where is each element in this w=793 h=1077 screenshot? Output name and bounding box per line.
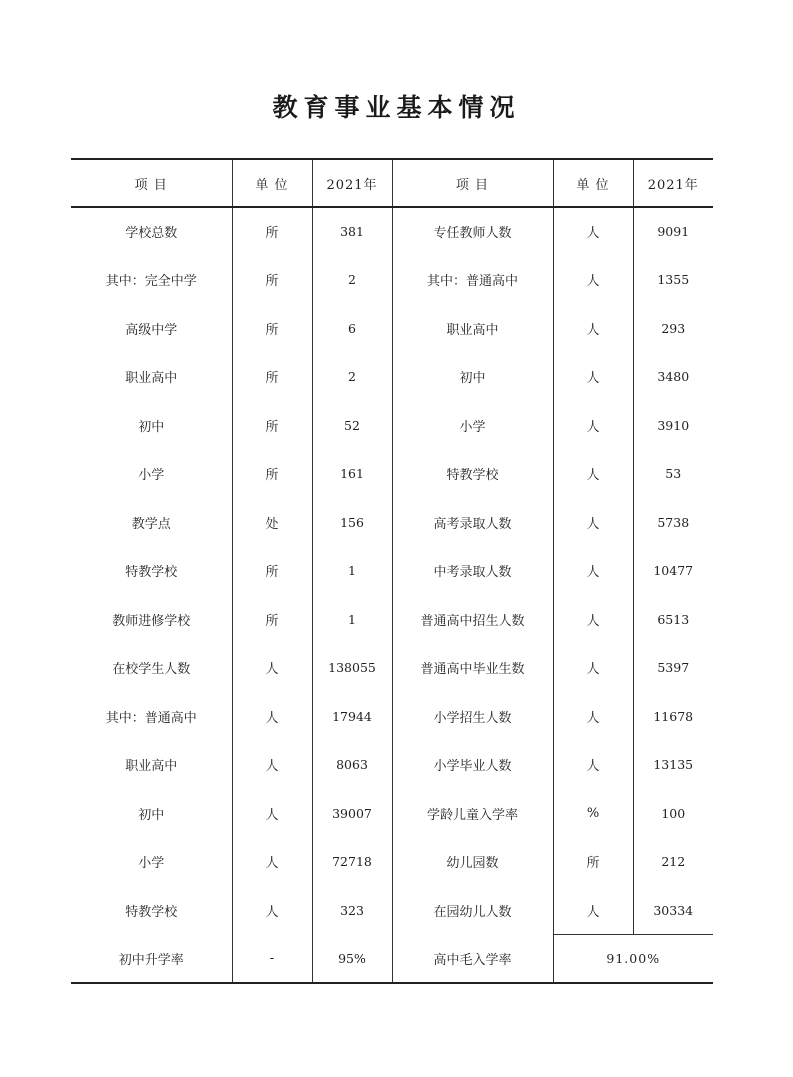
cell-unit-right: 所 xyxy=(553,838,633,887)
cell-unit-left: 人 xyxy=(232,886,312,935)
cell-item-left: 小学 xyxy=(138,856,165,872)
cell-value-right: 10477 xyxy=(633,547,713,596)
cell-value-left: 52 xyxy=(312,401,392,450)
cell-value-left: 138055 xyxy=(312,644,392,693)
cell-item-right: 幼儿园数 xyxy=(392,838,553,887)
header-item-left: 项 目 xyxy=(71,159,232,207)
cell-value-right: 53 xyxy=(633,450,713,499)
header-unit-right: 单 位 xyxy=(553,159,633,207)
table-row xyxy=(71,304,713,353)
cell-value-left: 8063 xyxy=(312,741,392,790)
cell-item-right: 小学招生人数 xyxy=(392,692,553,741)
table-header-row xyxy=(71,159,713,207)
cell-value-right: 6513 xyxy=(633,595,713,644)
cell-item-left: 在校学生人数 xyxy=(112,662,191,678)
cell-unit-left: - xyxy=(232,935,312,984)
cell-unit-right: 人 xyxy=(553,401,633,450)
cell-item-left: 特教学校 xyxy=(125,565,178,581)
cell-unit-left: 所 xyxy=(232,353,312,402)
cell-unit-right: 人 xyxy=(553,644,633,693)
cell-value-left: 17944 xyxy=(312,692,392,741)
cell-item-right: 在园幼儿人数 xyxy=(392,886,553,935)
table-row xyxy=(71,886,713,935)
cell-item-right: 高中毛入学率 xyxy=(392,935,553,984)
cell-unit-left: 所 xyxy=(232,401,312,450)
cell-value-left: 2 xyxy=(312,353,392,402)
cell-unit-left: 人 xyxy=(232,644,312,693)
header-year-right: 2021年 xyxy=(633,159,713,207)
cell-value-right: 1355 xyxy=(633,256,713,305)
education-stats-table xyxy=(71,158,713,984)
cell-value-right: 3480 xyxy=(633,353,713,402)
cell-value-right: 9091 xyxy=(633,207,713,256)
cell-item-right: 高考录取人数 xyxy=(392,498,553,547)
cell-item-right: 初中 xyxy=(392,353,553,402)
cell-value-left: 1 xyxy=(312,547,392,596)
cell-unit-left: 所 xyxy=(232,304,312,353)
cell-item-right: 特教学校 xyxy=(392,450,553,499)
cell-value-right: 100 xyxy=(633,789,713,838)
cell-unit-right: 人 xyxy=(553,256,633,305)
table-row xyxy=(71,595,713,644)
table-row xyxy=(71,644,713,693)
table-row xyxy=(71,741,713,790)
cell-item-right: 其中：普通高中 xyxy=(392,256,553,305)
cell-value-left: 39007 xyxy=(312,789,392,838)
cell-value-right: 212 xyxy=(633,838,713,887)
cell-unit-left: 人 xyxy=(232,789,312,838)
cell-item-left: 初中升学率 xyxy=(71,935,232,984)
cell-item-left: 学校总数 xyxy=(125,226,178,242)
cell-value-left: 1 xyxy=(312,595,392,644)
cell-unit-left: 人 xyxy=(232,741,312,790)
table-row xyxy=(71,789,713,838)
cell-value-right: 30334 xyxy=(633,886,713,935)
cell-unit-right: 人 xyxy=(553,207,633,256)
cell-value-right: 5397 xyxy=(633,644,713,693)
header-item-right: 项 目 xyxy=(392,159,553,207)
table-row xyxy=(71,353,713,402)
header-unit-left: 单 位 xyxy=(232,159,312,207)
cell-unit-left: 人 xyxy=(232,838,312,887)
table-row xyxy=(71,692,713,741)
table-row-last xyxy=(71,935,713,984)
cell-unit-right: % xyxy=(553,789,633,838)
cell-item-right: 学龄儿童入学率 xyxy=(392,789,553,838)
cell-value-left: 381 xyxy=(312,207,392,256)
cell-value-left: 72718 xyxy=(312,838,392,887)
cell-unit-right: 人 xyxy=(553,741,633,790)
cell-item-left: 特教学校 xyxy=(125,904,178,920)
cell-value-right: 5738 xyxy=(633,498,713,547)
cell-value-left: 6 xyxy=(312,304,392,353)
cell-value-left: 95% xyxy=(312,935,392,984)
cell-unit-right: 人 xyxy=(553,595,633,644)
cell-value-right: 293 xyxy=(633,304,713,353)
cell-item-left: 职业高中 xyxy=(125,759,178,775)
cell-unit-left: 所 xyxy=(232,547,312,596)
cell-value-right: 3910 xyxy=(633,401,713,450)
cell-value-left: 156 xyxy=(312,498,392,547)
cell-unit-right: 人 xyxy=(553,692,633,741)
cell-value-left: 323 xyxy=(312,886,392,935)
cell-unit-right: 人 xyxy=(553,498,633,547)
cell-unit-right: 人 xyxy=(553,886,633,935)
cell-value-right: 13135 xyxy=(633,741,713,790)
cell-item-left: 其中：普通高中 xyxy=(105,710,197,726)
cell-item-left: 初中 xyxy=(138,419,165,435)
table-row xyxy=(71,547,713,596)
table-row xyxy=(71,838,713,887)
page-title: 教育事业基本情况 xyxy=(272,93,521,122)
cell-value-left: 2 xyxy=(312,256,392,305)
cell-item-right: 普通高中毕业生数 xyxy=(392,644,553,693)
cell-unit-left: 所 xyxy=(232,207,312,256)
cell-value-right-merged: 91.00% xyxy=(553,935,713,984)
cell-unit-left: 所 xyxy=(232,450,312,499)
cell-unit-left: 人 xyxy=(232,692,312,741)
cell-item-right: 小学毕业人数 xyxy=(392,741,553,790)
cell-item-right: 小学 xyxy=(392,401,553,450)
cell-value-right: 11678 xyxy=(633,692,713,741)
cell-item-left: 教师进修学校 xyxy=(112,613,191,629)
cell-item-left: 小学 xyxy=(138,468,165,484)
cell-item-left: 初中 xyxy=(138,807,165,823)
cell-item-right: 普通高中招生人数 xyxy=(392,595,553,644)
cell-item-left: 职业高中 xyxy=(125,371,178,387)
cell-unit-left: 处 xyxy=(232,498,312,547)
cell-item-left: 高级中学 xyxy=(125,322,178,338)
table-row xyxy=(71,450,713,499)
cell-item-right: 中考录取人数 xyxy=(392,547,553,596)
cell-unit-right: 人 xyxy=(553,547,633,596)
table-row xyxy=(71,207,713,256)
table-row xyxy=(71,401,713,450)
cell-unit-left: 所 xyxy=(232,256,312,305)
cell-item-left: 教学点 xyxy=(131,516,171,532)
cell-unit-right: 人 xyxy=(553,450,633,499)
cell-item-left: 其中：完全中学 xyxy=(105,274,197,290)
cell-unit-right: 人 xyxy=(553,353,633,402)
cell-item-right: 专任教师人数 xyxy=(392,207,553,256)
table-row xyxy=(71,498,713,547)
table-row xyxy=(71,256,713,305)
header-year-left: 2021年 xyxy=(312,159,392,207)
cell-unit-right: 人 xyxy=(553,304,633,353)
cell-unit-left: 所 xyxy=(232,595,312,644)
cell-value-left: 161 xyxy=(312,450,392,499)
cell-item-right: 职业高中 xyxy=(392,304,553,353)
